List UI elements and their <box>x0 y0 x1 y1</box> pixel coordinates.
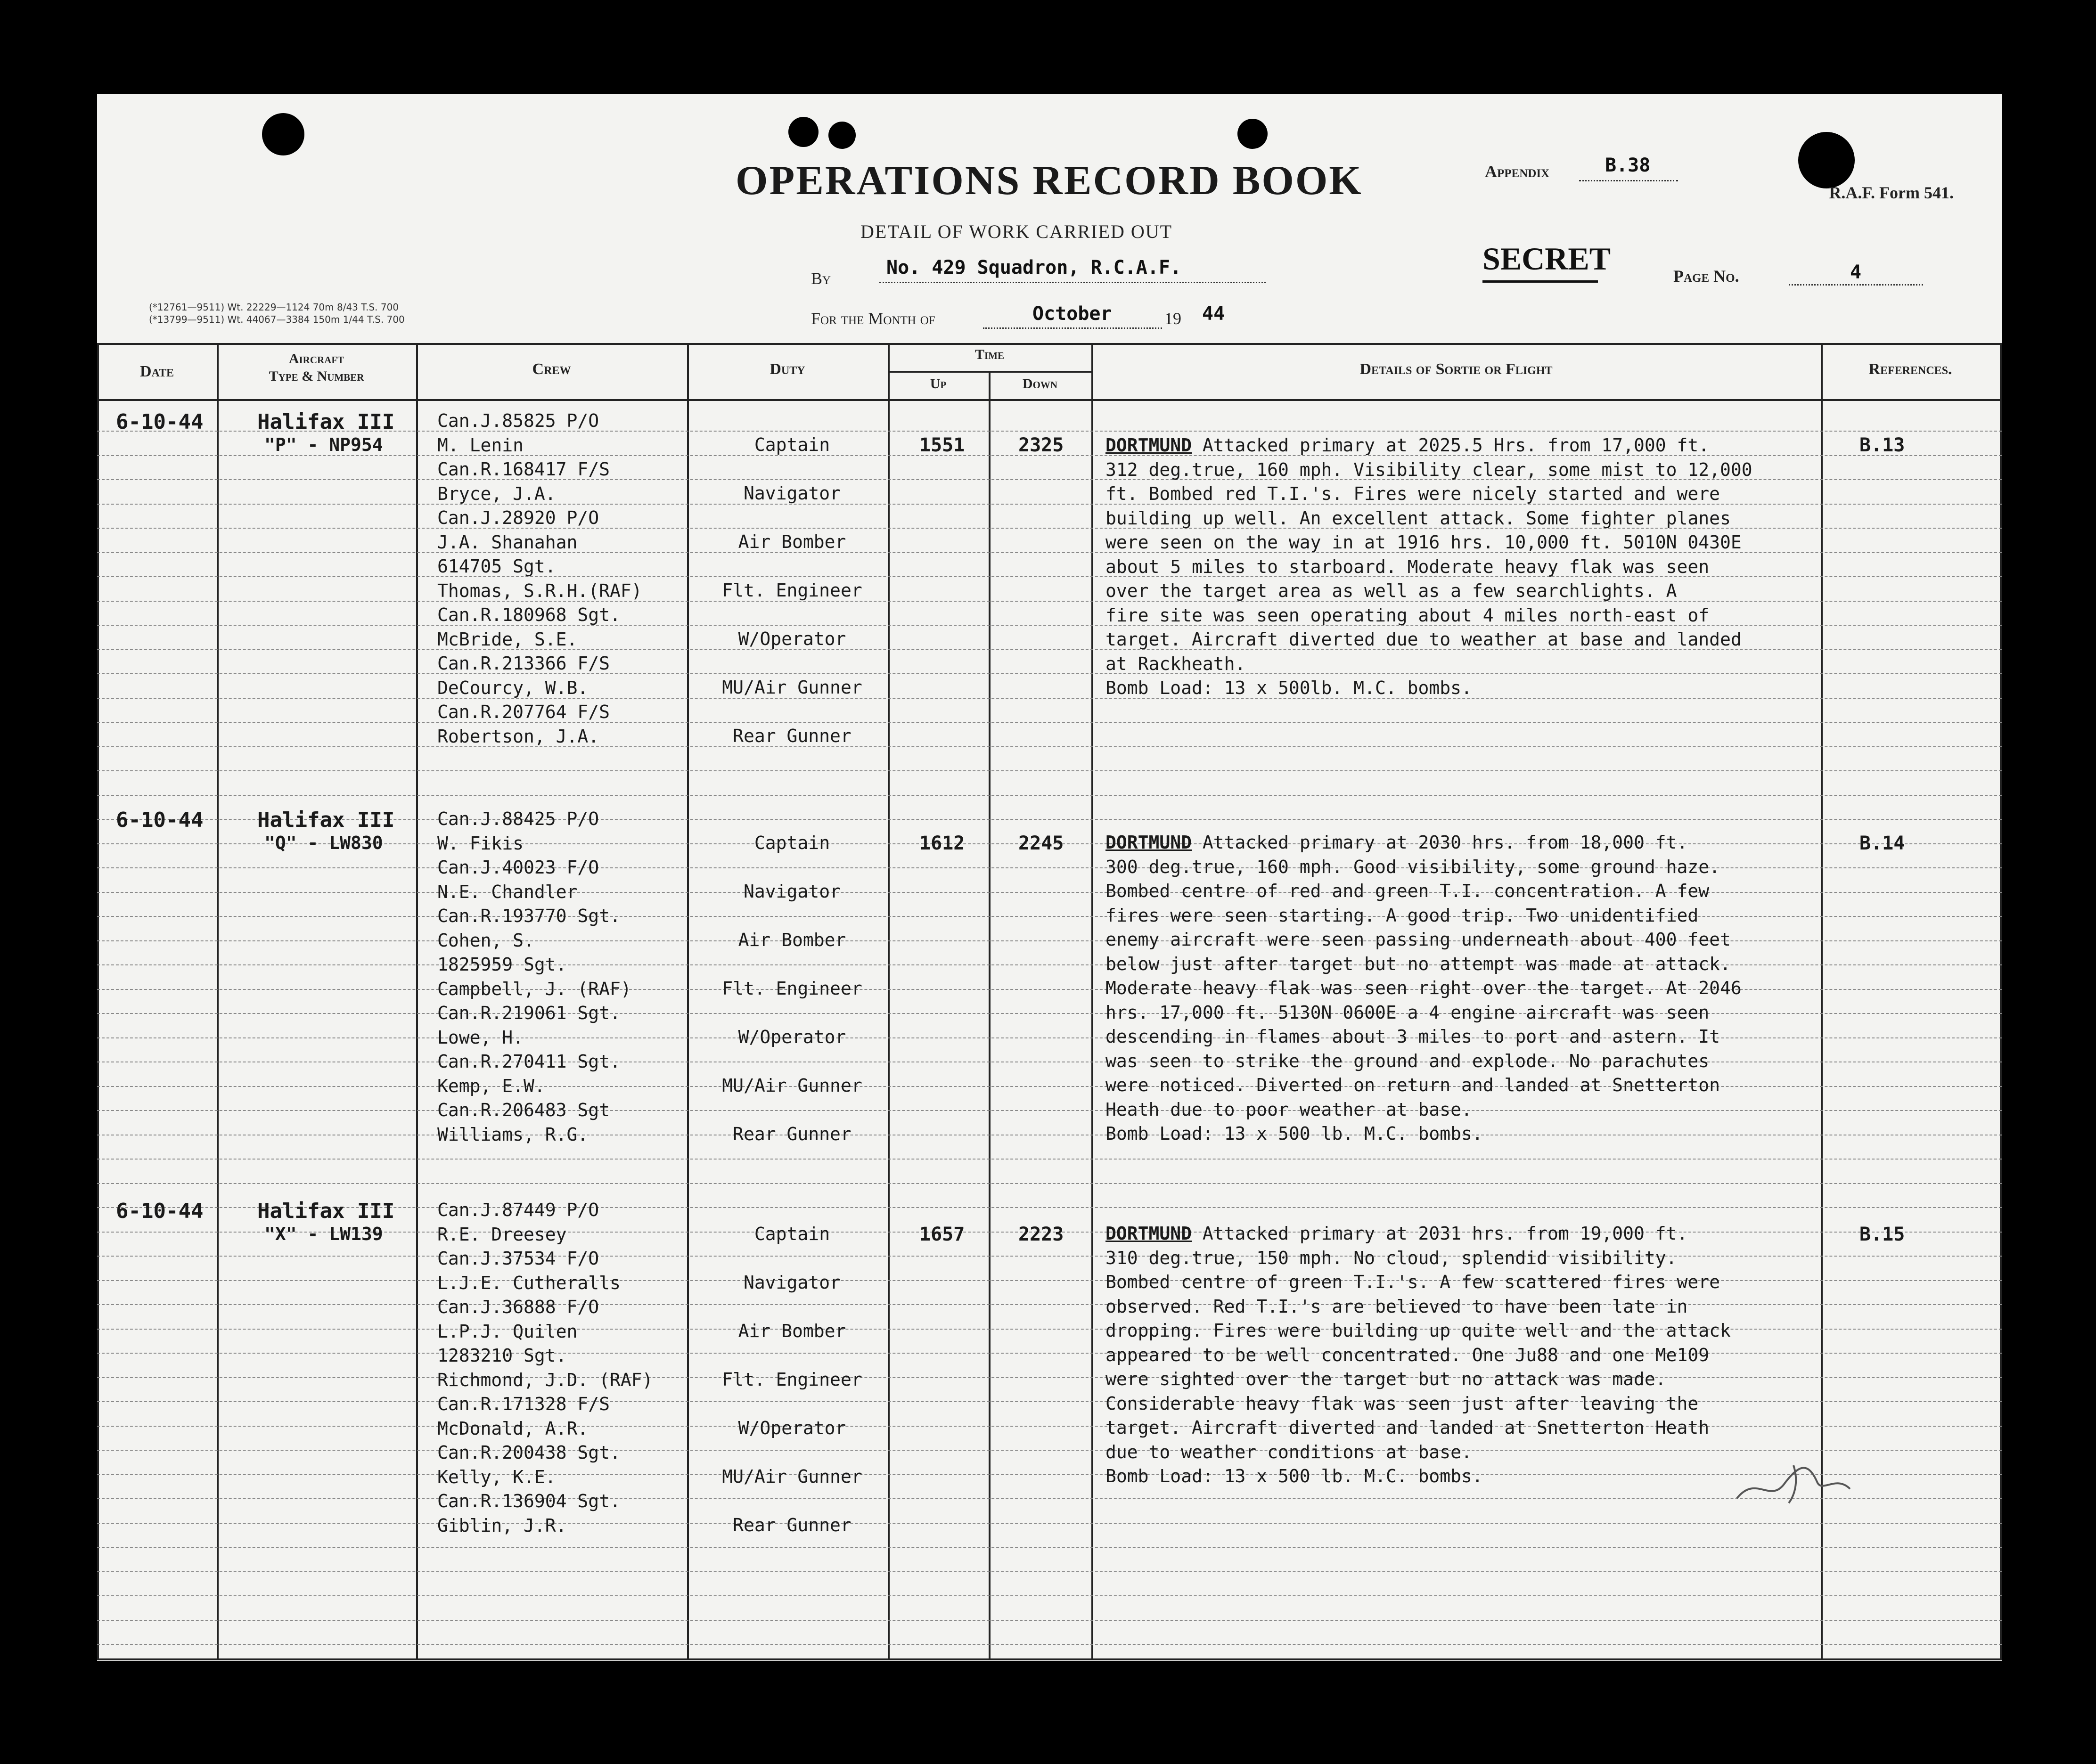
ruled-line <box>97 1159 2002 1160</box>
duty-rear-gunner: Rear Gunner <box>733 1124 852 1144</box>
duty-air-bomber: Air Bomber <box>738 531 846 552</box>
crew-line: Campbell, J. (RAF) <box>437 978 631 999</box>
crew-line: Can.J.28920 P/O <box>437 507 599 528</box>
ruled-line <box>97 770 2002 771</box>
aircraft-number: "P" - NP954 <box>264 434 383 455</box>
page-label: Page No. <box>1673 267 1739 286</box>
crew-line: 614705 Sgt. <box>437 556 556 577</box>
reference: B.15 <box>1859 1224 1905 1245</box>
crew-line: Can.R.136904 Sgt. <box>437 1491 621 1511</box>
crew-line: McDonald, A.R. <box>437 1418 589 1439</box>
sortie-details <box>1105 1222 1916 1489</box>
crew-line: M. Lenin <box>437 434 524 456</box>
details-line: DORTMUND Attacked primary at 2030 hrs. from 18,000 ft. <box>1105 832 1688 853</box>
duty-rear-gunner: Rear Gunner <box>733 1515 852 1535</box>
ruled-line <box>97 1644 2002 1645</box>
time-down: 2325 <box>1018 434 1064 456</box>
crew-line: Can.R.270411 Sgt. <box>437 1051 621 1072</box>
punch-hole <box>262 113 304 155</box>
details-line: about 5 miles to starboard. Moderate heavy flak was seen <box>1105 556 1710 577</box>
duty-flt-engineer: Flt. Engineer <box>722 1369 862 1390</box>
ruled-line <box>97 1523 2002 1524</box>
punch-hole <box>788 117 819 147</box>
details-line: were noticed. Diverted on return and landed at Snetterton <box>1105 1075 1720 1095</box>
crew-line: Thomas, S.R.H.(RAF) <box>437 580 642 601</box>
details-line: DORTMUND Attacked primary at 2031 hrs. from 19,000 ft. <box>1105 1223 1688 1244</box>
column-details: Details of Sortie or Flight <box>1359 360 1553 378</box>
column-aircraft-sub: Type & Number <box>269 368 364 384</box>
duty-rear-gunner: Rear Gunner <box>733 726 852 746</box>
details-line: Considerable heavy flak was seen just after leaving the <box>1105 1393 1699 1414</box>
details-line: were seen on the way in at 1916 hrs. 10,000 ft. 5010N 0430E <box>1105 532 1742 553</box>
print-reference: (*13799—9511) Wt. 44067—3384 150m 1/44 T.S. 700 <box>149 314 405 325</box>
details-line: 312 deg.true, 160 mph. Visibility clear, some mist to 12,000 <box>1105 459 1752 480</box>
duty-flt-engineer: Flt. Engineer <box>722 978 862 999</box>
ruled-line <box>97 795 2002 796</box>
details-line: fire site was seen operating about 4 miles north-east of <box>1105 604 1710 626</box>
crew-line: Lowe, H. <box>437 1027 524 1048</box>
crew-list <box>437 807 687 1147</box>
details-line: appeared to be well concentrated. One Ju88 and one Me109 <box>1105 1344 1710 1365</box>
column-aircraft: Aircraft <box>288 351 344 367</box>
crew-line: Can.R.168417 F/S <box>437 459 610 480</box>
crew-line: Can.J.88425 P/O <box>437 808 599 829</box>
ruled-line <box>97 1571 2002 1572</box>
punch-hole <box>828 122 856 149</box>
details-line: fires were seen starting. A good trip. Two unidentified <box>1105 905 1699 926</box>
entry-date: 6-10-44 <box>116 808 204 832</box>
details-line: building up well. An excellent attack. Some fighter planes <box>1105 507 1731 529</box>
details-line: target. Aircraft diverted and landed at Snetterton Heath <box>1105 1417 1710 1438</box>
crew-line: Giblin, J.R. <box>437 1515 567 1536</box>
appendix-value: B.38 <box>1605 155 1651 176</box>
crew-line: L.P.J. Quilen <box>437 1321 578 1342</box>
table-top-border <box>97 343 2002 345</box>
col-divider <box>1091 343 1093 1659</box>
year-prefix: 19 <box>1164 309 1181 328</box>
crew-line: 1283210 Sgt. <box>437 1345 567 1366</box>
duty-captain: Captain <box>754 833 830 853</box>
column-time: Time <box>974 347 1004 362</box>
crew-line: W. Fikis <box>437 833 524 854</box>
by-label: By <box>811 269 831 288</box>
col-divider <box>217 343 219 1659</box>
col-divider <box>97 343 99 1659</box>
aircraft-number: "X" - LW139 <box>264 1224 383 1244</box>
column-up: Up <box>930 376 947 392</box>
crew-list <box>437 409 687 749</box>
time-up: 1551 <box>919 434 965 456</box>
crew-line: J.A. Shanahan <box>437 531 578 553</box>
duty-captain: Captain <box>754 1224 830 1244</box>
duty-air-bomber: Air Bomber <box>738 930 846 950</box>
crew-line: Can.J.85825 P/O <box>437 410 599 431</box>
column-crew: Crew <box>532 360 571 378</box>
crew-line: Can.J.36888 F/O <box>437 1297 599 1317</box>
time-down: 2223 <box>1018 1224 1064 1245</box>
details-line: descending in flames about 3 miles to port and astern. It <box>1105 1026 1720 1047</box>
crew-line: Kemp, E.W. <box>437 1075 545 1096</box>
month-value: October <box>1032 303 1112 325</box>
details-line: Bombed centre of red and green T.I. concentration. A few <box>1105 881 1710 901</box>
ruled-line <box>97 1595 2002 1596</box>
crew-line: DeCourcy, W.B. <box>437 677 589 698</box>
ruled-line <box>97 1183 2002 1184</box>
details-line: due to weather conditions at base. <box>1105 1441 1472 1462</box>
details-line: were sighted over the target but no attack was made. <box>1105 1369 1666 1389</box>
column-date: Date <box>139 363 174 380</box>
crew-line: Bryce, J.A. <box>437 483 556 504</box>
crew-line: Can.J.40023 F/O <box>437 857 599 878</box>
duty-mu-air-gunner: MU/Air Gunner <box>722 677 862 698</box>
appendix-underline <box>1579 180 1678 181</box>
duty-flt-engineer: Flt. Engineer <box>722 580 862 601</box>
duty-mu-air-gunner: MU/Air Gunner <box>722 1075 862 1096</box>
details-line: Moderate heavy flak was seen right over the target. At 2046 <box>1105 978 1742 998</box>
table-header-border <box>97 399 2002 401</box>
ruled-line <box>97 1498 2002 1499</box>
column-references: References. <box>1868 360 1952 378</box>
page-underline <box>1789 284 1923 286</box>
crew-line: Kelly, K.E. <box>437 1466 556 1487</box>
target-name: DORTMUND <box>1105 435 1192 456</box>
details-line: Bomb Load: 13 x 500 lb. M.C. bombs. <box>1105 1466 1483 1486</box>
crew-line: Can.R.206483 Sgt <box>437 1100 610 1120</box>
reference: B.14 <box>1859 833 1905 854</box>
details-line: 310 deg.true, 150 mph. No cloud, splendid visibility. <box>1105 1247 1677 1268</box>
aircraft-type: Halifax III <box>257 1199 395 1223</box>
duty-navigator: Navigator <box>744 1272 841 1293</box>
duty-w-operator: W/Operator <box>738 1027 846 1047</box>
aircraft-type: Halifax III <box>257 410 395 434</box>
sortie-details <box>1105 831 1916 1146</box>
duty-captain: Captain <box>754 434 830 455</box>
details-line: ft. Bombed red T.I.'s. Fires were nicely started and were <box>1105 483 1720 504</box>
handwritten-initials <box>1728 1456 1859 1508</box>
table-bottom-border <box>97 1658 2002 1660</box>
details-line: dropping. Fires were building up quite well and the attack <box>1105 1320 1731 1341</box>
sortie-details <box>1105 433 1916 701</box>
appendix-label: Appendix <box>1485 162 1550 181</box>
duty-air-bomber: Air Bomber <box>738 1321 846 1341</box>
details-line: enemy aircraft were seen passing underneath about 400 feet <box>1105 929 1731 950</box>
ruled-line <box>97 722 2002 723</box>
details-line: observed. Red T.I.'s are believed to have been late in <box>1105 1296 1688 1317</box>
time-up: 1657 <box>919 1224 965 1245</box>
ruled-line <box>97 1620 2002 1621</box>
squadron-value: No. 429 Squadron, R.C.A.F. <box>886 257 1182 278</box>
duty-navigator: Navigator <box>744 483 841 504</box>
crew-line: Can.R.200438 Sgt. <box>437 1442 621 1463</box>
details-line: Bomb Load: 13 x 500 lb. M.C. bombs. <box>1105 1123 1483 1144</box>
crew-line: Cohen, S. <box>437 930 534 951</box>
crew-line: Can.R.213366 F/S <box>437 653 610 674</box>
document-title: OPERATIONS RECORD BOOK <box>736 158 1363 204</box>
crew-line: Williams, R.G. <box>437 1124 589 1145</box>
duty-mu-air-gunner: MU/Air Gunner <box>722 1466 862 1487</box>
secret-underline <box>1482 280 1598 283</box>
col-divider <box>989 371 991 1659</box>
record-sheet <box>97 94 2002 1661</box>
time-down: 2245 <box>1018 833 1064 854</box>
details-line: hrs. 17,000 ft. 5130N 0600E a 4 engine aircraft was seen <box>1105 1002 1710 1023</box>
duty-navigator: Navigator <box>744 881 841 902</box>
crew-line: Can.R.180968 Sgt. <box>437 604 621 625</box>
month-underline <box>983 327 1162 329</box>
aircraft-type: Halifax III <box>257 808 395 832</box>
ruled-line <box>97 1547 2002 1548</box>
crew-line: Can.R.219061 Sgt. <box>437 1003 621 1023</box>
col-divider <box>416 343 418 1659</box>
crew-line: 1825959 Sgt. <box>437 954 567 975</box>
reference: B.13 <box>1859 434 1905 456</box>
punch-hole <box>1237 119 1268 149</box>
ruled-line <box>97 746 2002 747</box>
col-divider <box>2000 343 2002 1659</box>
details-line: Bomb Load: 13 x 500lb. M.C. bombs. <box>1105 678 1472 698</box>
details-line: at Rackheath. <box>1105 653 1246 674</box>
print-reference: (*12761—9511) Wt. 22229—1124 70m 8/43 T.S. 700 <box>149 302 399 313</box>
form-number: R.A.F. Form 541. <box>1829 183 1954 202</box>
entry-date: 6-10-44 <box>116 410 204 434</box>
duty-w-operator: W/Operator <box>738 1418 846 1438</box>
crew-line: N.E. Chandler <box>437 881 578 902</box>
details-line: Bombed centre of green T.I.'s. A few scattered fires were <box>1105 1272 1720 1292</box>
crew-line: Robertson, J.A. <box>437 726 599 747</box>
target-name: DORTMUND <box>1105 832 1192 853</box>
year-value: 44 <box>1202 303 1225 325</box>
details-line: DORTMUND Attacked primary at 2025.5 Hrs. from 17,000 ft. <box>1105 435 1710 456</box>
duty-w-operator: W/Operator <box>738 629 846 649</box>
secret-stamp: SECRET <box>1482 241 1611 277</box>
month-label: For the Month of <box>811 309 935 328</box>
details-line: 300 deg.true, 160 mph. Good visibility, some ground haze. <box>1105 856 1720 877</box>
aircraft-number: "Q" - LW830 <box>264 833 383 853</box>
page-value: 4 <box>1850 261 1862 283</box>
column-down: Down <box>1022 376 1058 392</box>
crew-line: Can.J.87449 P/O <box>437 1200 599 1220</box>
crew-line: R.E. Dreesey <box>437 1224 567 1245</box>
crew-line: Can.R.171328 F/S <box>437 1394 610 1414</box>
punch-hole <box>1798 132 1855 188</box>
crew-list <box>437 1198 687 1538</box>
time-subheader-border <box>888 371 1091 373</box>
crew-line: Can.J.37534 F/O <box>437 1248 599 1269</box>
entry-date: 6-10-44 <box>116 1199 204 1223</box>
document-subtitle: DETAIL OF WORK CARRIED OUT <box>860 221 1173 242</box>
crew-line: Richmond, J.D. (RAF) <box>437 1369 653 1390</box>
crew-line: Can.R.193770 Sgt. <box>437 906 621 926</box>
details-line: target. Aircraft diverted due to weather at base and landed <box>1105 629 1742 650</box>
crew-line: McBride, S.E. <box>437 629 578 650</box>
crew-line: Can.R.207764 F/S <box>437 702 610 722</box>
time-up: 1612 <box>919 833 965 854</box>
details-line: over the target area as well as a few searchlights. A <box>1105 580 1677 601</box>
column-duty: Duty <box>770 360 805 378</box>
crew-line: L.J.E. Cutheralls <box>437 1272 621 1293</box>
details-line: below just after target but no attempt was made at attack. <box>1105 953 1731 974</box>
target-name: DORTMUND <box>1105 1223 1192 1244</box>
details-line: Heath due to poor weather at base. <box>1105 1099 1472 1120</box>
squadron-underline <box>879 282 1266 283</box>
details-line: was seen to strike the ground and explode. No parachutes <box>1105 1050 1710 1071</box>
